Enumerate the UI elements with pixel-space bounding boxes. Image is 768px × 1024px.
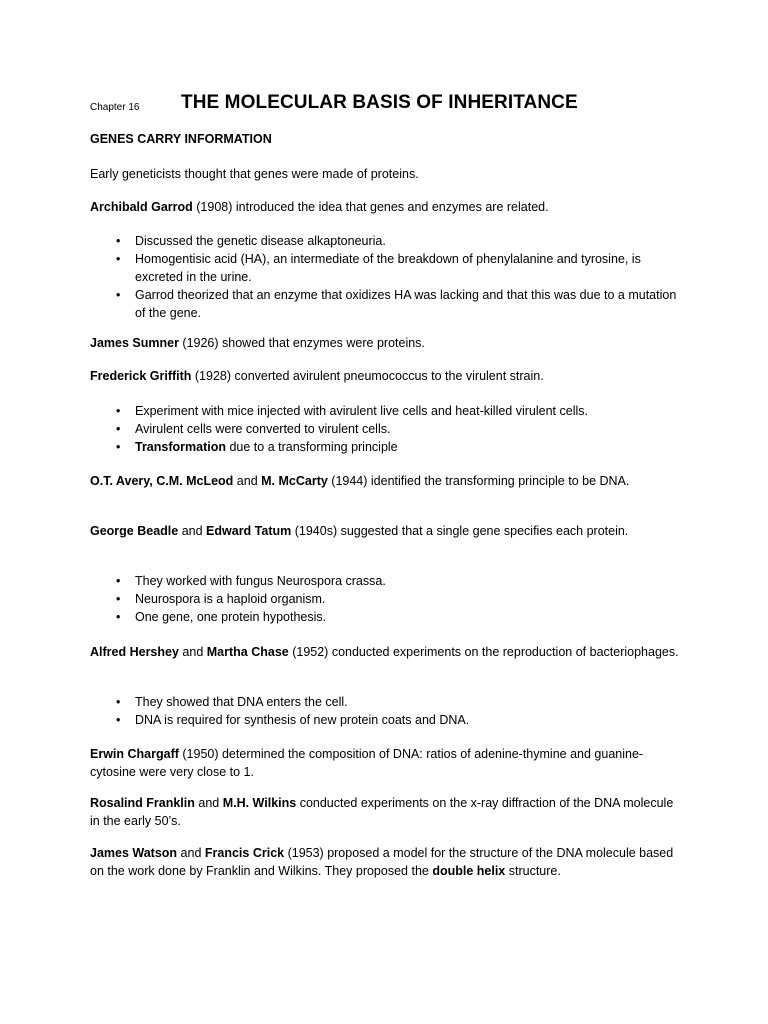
title-row	[90, 92, 690, 120]
list-item: • One gene, one protein hypothesis.	[90, 608, 690, 626]
scientist-name: Martha Chase	[206, 645, 289, 659]
scientist-name: Francis Crick	[204, 846, 285, 860]
conjunction: and	[177, 846, 205, 860]
paragraph-text: (1928) converted avirulent pneumococcus to the virulent strain.	[191, 369, 544, 383]
scientist-name: O.T. Avery, C.M. McLeod	[90, 474, 234, 488]
griffith-paragraph	[90, 367, 680, 385]
paragraph-text: (1908) introduced the idea that genes and enzymes are related.	[192, 200, 549, 214]
paragraph-text: conducted experiments on the x-ray diffraction of the DNA molecule in the early 50’s.	[90, 796, 674, 828]
list-item: • They showed that DNA enters the cell.	[90, 693, 690, 711]
garrod-bullet-list	[90, 232, 690, 322]
list-item: • Homogentisic acid (HA), an intermediate of the breakdown of phenylalanine and tyrosine, is excreted in the urine.	[90, 250, 690, 286]
paragraph-text: (1953) proposed a model for the structure of the DNA molecule based on the work done by Franklin and Wilkins. They proposed the	[90, 846, 674, 878]
hershey-bullet-list	[90, 693, 690, 729]
conjunction: and	[233, 474, 262, 488]
list-item	[90, 438, 690, 456]
section-heading: GENES CARRY INFORMATION	[90, 132, 272, 146]
scientist-name: Archibald Garrod	[90, 200, 193, 214]
scientist-name: Alfred Hershey	[90, 645, 179, 659]
beadle-bullet-list	[90, 572, 690, 626]
list-item: • DNA is required for synthesis of new protein coats and DNA.	[90, 711, 690, 729]
paragraph-text: structure.	[505, 864, 561, 878]
avery-paragraph	[90, 472, 680, 490]
paragraph-text: (1952) conducted experiments on the reproduction of bacteriophages.	[288, 645, 679, 659]
list-item: • Experiment with mice injected with avirulent live cells and heat-killed virulent cells.	[90, 402, 690, 420]
conjunction: and	[178, 645, 207, 659]
hershey-paragraph	[90, 643, 680, 661]
paragraph-text: (1950) determined the composition of DNA: ratios of adenine-thymine and guanine-cytosine were very close to 1.	[90, 747, 644, 779]
scientist-name: Edward Tatum	[206, 524, 292, 538]
intro-paragraph: Early geneticists thought that genes were made of proteins.	[90, 167, 419, 181]
conjunction: and	[194, 796, 223, 810]
beadle-paragraph	[90, 522, 680, 540]
list-item: • Garrod theorized that an enzyme that oxidizes HA was lacking and that this was due to a mutation of the gene.	[90, 286, 690, 322]
page-title: THE MOLECULAR BASIS OF INHERITANCE	[181, 92, 578, 113]
conjunction: and	[178, 524, 207, 538]
scientist-name: M.H. Wilkins	[222, 796, 297, 810]
scientist-name: James Sumner	[90, 336, 179, 350]
list-item: • Neurospora is a haploid organism.	[90, 590, 690, 608]
scientist-name: Erwin Chargaff	[90, 747, 179, 761]
garrod-paragraph	[90, 198, 680, 216]
list-item: • They worked with fungus Neurospora crassa.	[90, 572, 690, 590]
list-item: • Discussed the genetic disease alkaptoneuria.	[90, 232, 690, 250]
chapter-label: Chapter 16	[90, 102, 140, 113]
scientist-name: Rosalind Franklin	[90, 796, 195, 810]
paragraph-text: (1944) identified the transforming principle to be DNA.	[327, 474, 630, 488]
scientist-name: James Watson	[90, 846, 178, 860]
scientist-name: George Beadle	[90, 524, 179, 538]
chargaff-paragraph	[90, 745, 680, 781]
griffith-bullet-list	[90, 402, 690, 456]
watson-paragraph	[90, 844, 680, 880]
bold-term: Transformation	[135, 440, 226, 454]
paragraph-text: (1940s) suggested that a single gene specifies each protein.	[291, 524, 629, 538]
franklin-paragraph	[90, 794, 680, 830]
list-item: • Avirulent cells were converted to virulent cells.	[90, 420, 690, 438]
bold-term: double helix	[432, 864, 506, 878]
scientist-name: M. McCarty	[261, 474, 328, 488]
list-item-text: due to a transforming principle	[226, 440, 398, 454]
paragraph-text: (1926) showed that enzymes were proteins.	[178, 336, 425, 350]
scientist-name: Frederick Griffith	[90, 369, 192, 383]
sumner-paragraph	[90, 334, 680, 352]
